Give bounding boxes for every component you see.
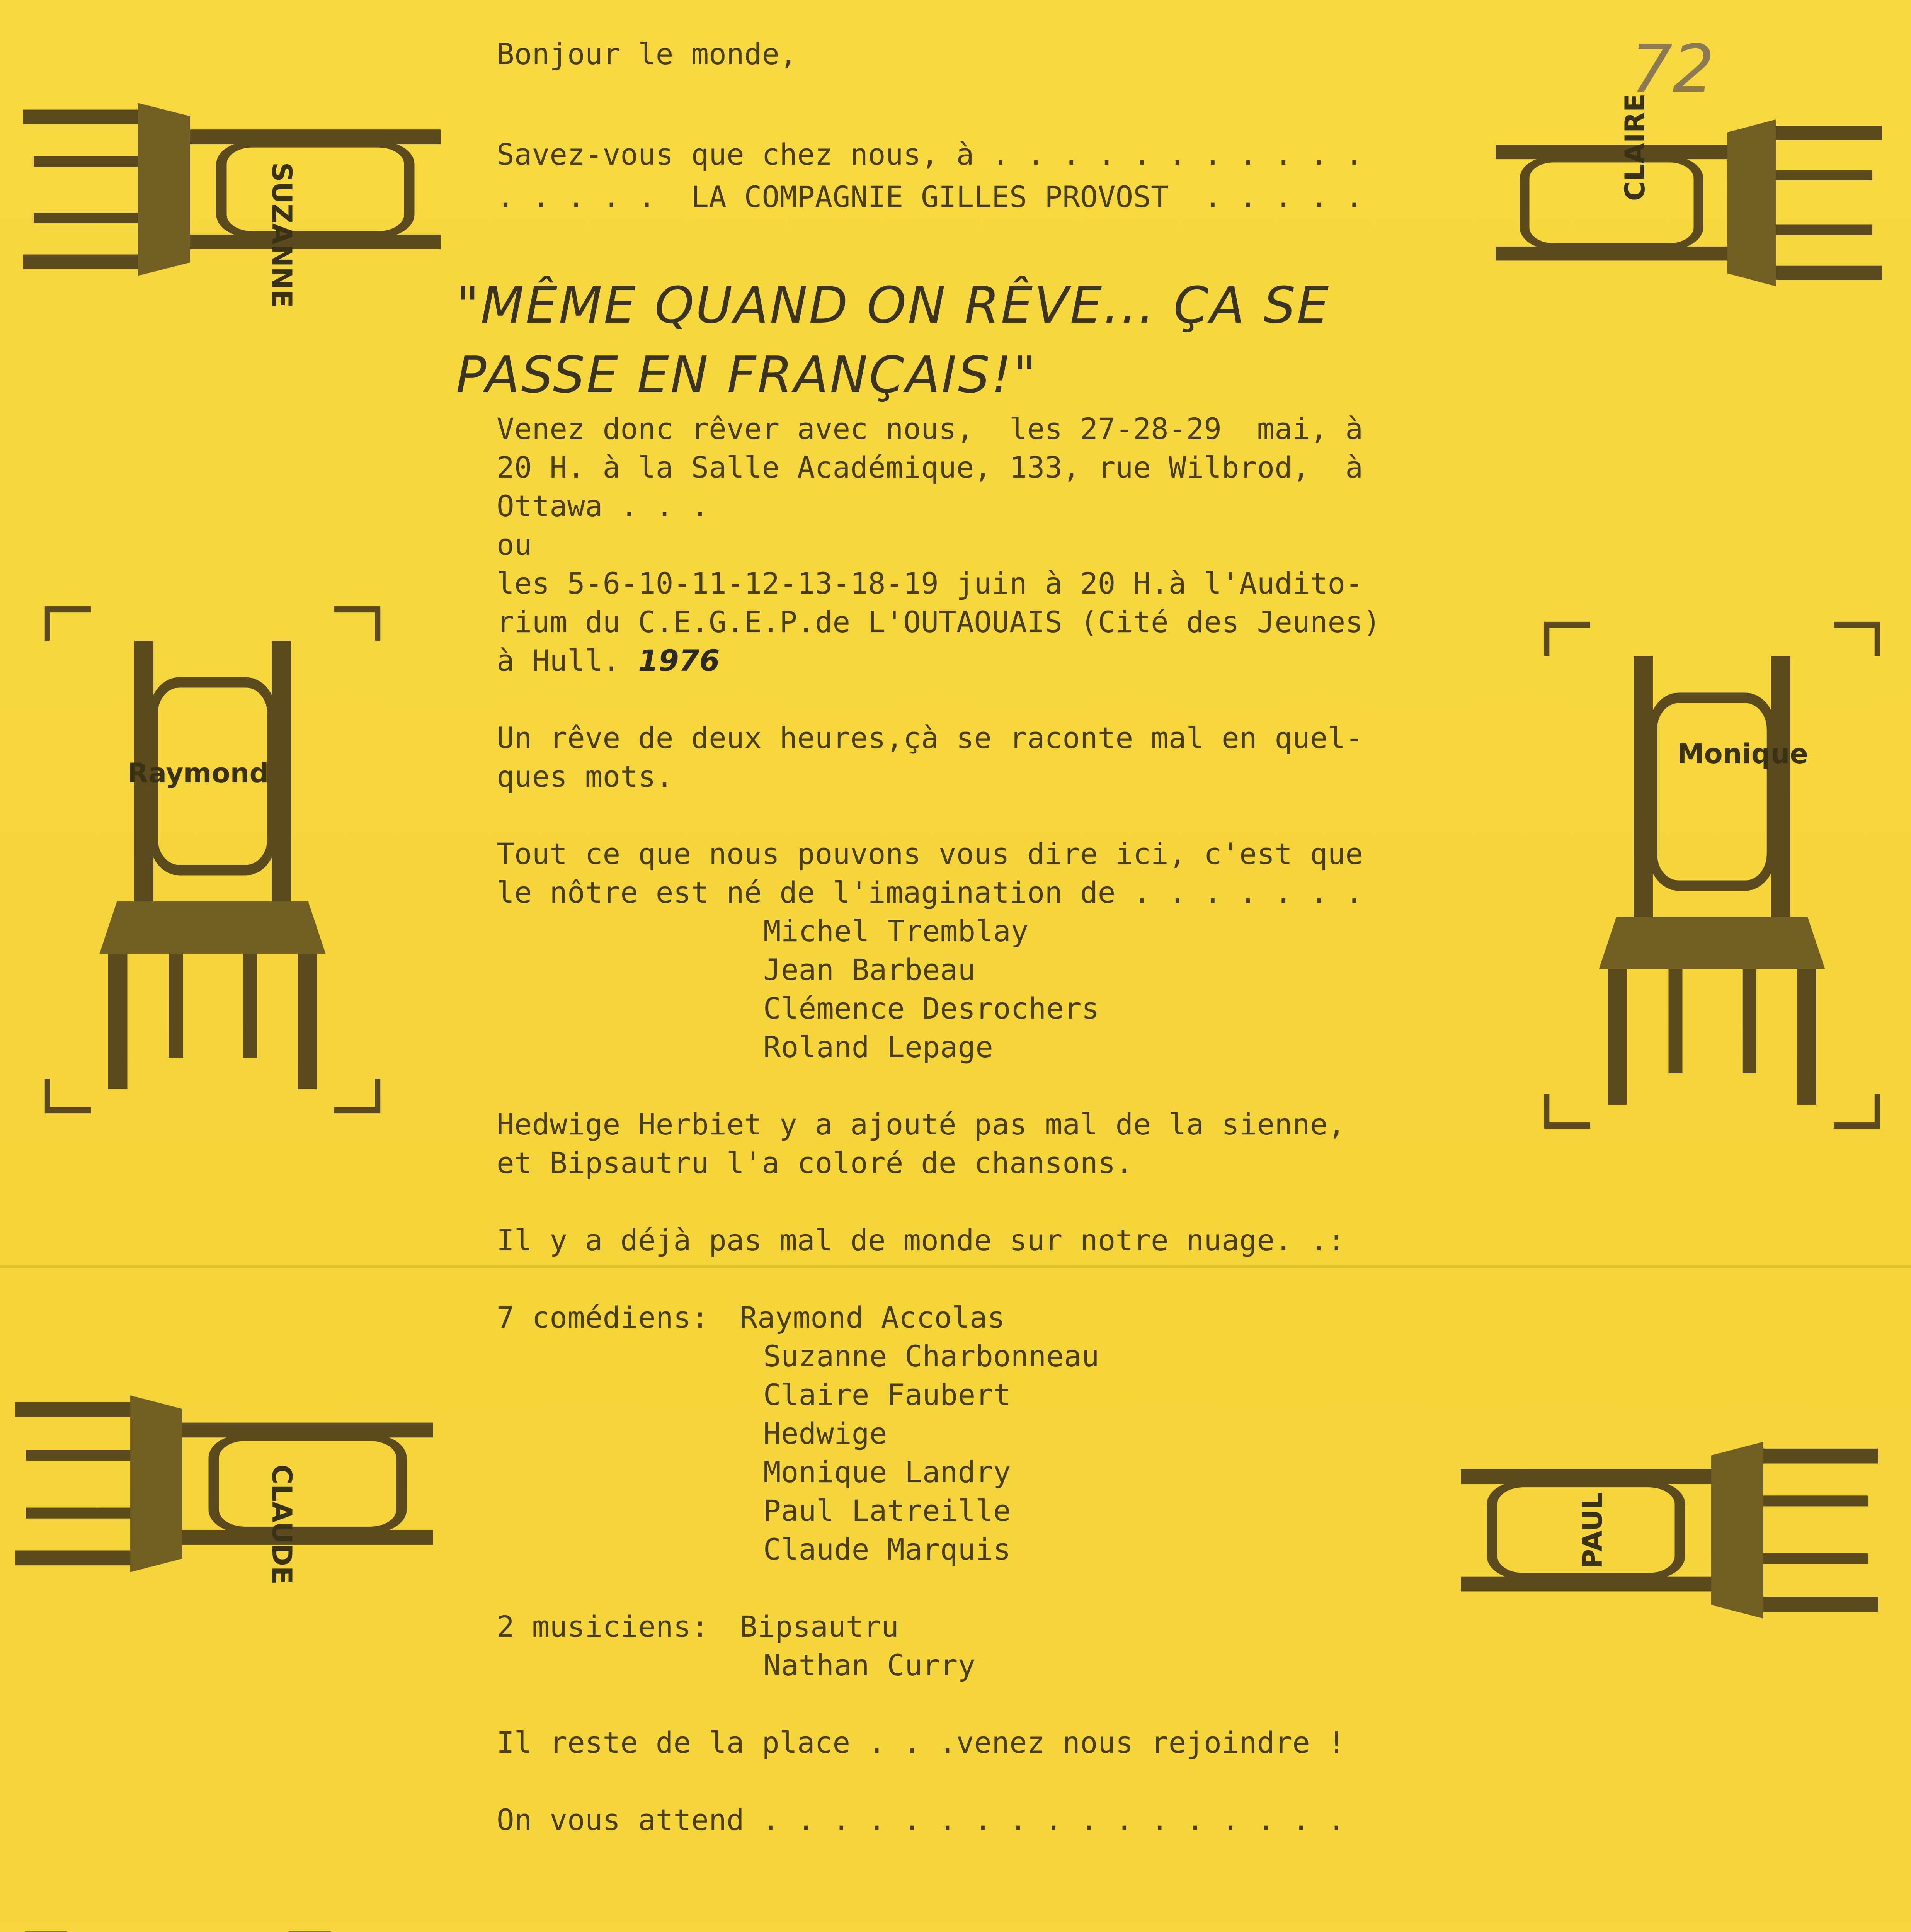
dates-line-2: 20 H. à la Salle Académique, 133, rue Wilbrod, à [497,450,1363,485]
chair-illustration [19,1924,336,1932]
comedien-item: Hedwige [763,1416,887,1451]
corner-mark: 72 [1631,31,1715,107]
chair-name-label: PAUL [1577,1492,1608,1569]
chair-illustration [15,1314,433,1654]
chair-illustration [1538,614,1886,1136]
letter-body [497,35,1463,216]
author-item: Clémence Desrochers [763,991,1099,1026]
comedien-item: Claude Marquis [763,1532,1011,1566]
chair-illustration [39,599,386,1121]
dates-line-7: à Hull. 1976 [497,643,720,678]
hedwige-line-1: Hedwige Herbiet y a ajouté pas mal de la sienne, [497,1107,1346,1141]
comedien-item: Claire Faubert [763,1378,1011,1412]
imagination-line-1: Tout ce que nous pouvons vous dire ici, c'est que [497,837,1363,871]
chair-name-label: CLAIRE [1619,94,1651,201]
handwritten-year: 1976 [638,643,720,678]
comedien-item: Monique Landry [763,1455,1011,1489]
greeting: Bonjour le monde, [497,37,797,71]
dream-line-1: Un rêve de deux heures,çà se raconte mal en quel- [497,721,1363,755]
dates-line-6: rium du C.E.G.E.P.de L'OUTAOUAIS (Cité des Jeunes) [497,605,1381,639]
comediens-row: 7 comédiens: Raymond Accolas [497,1300,1005,1335]
comedien-item: Suzanne Charbonneau [763,1339,1099,1373]
dates-line-1: Venez donc rêver avec nous, les 27-28-29 mai, à [497,412,1363,446]
musiciens-row: 2 musiciens: Bipsautru [497,1609,899,1644]
slogan: "MÊME QUAND ON RÊVE... ÇA SE PASSE EN FRANÇAIS!" [456,276,1331,404]
chair-name-label: CLAUDE [266,1464,298,1585]
dates-line-3: Ottawa . . . [497,489,709,523]
closing-line: On vous attend . . . . . . . . . . . . . . . . . [497,1803,1346,1837]
author-item: Roland Lepage [763,1030,993,1064]
chair-name-label: Monique [1677,738,1808,770]
chair-illustration [1461,1360,1878,1700]
chair-illustration [23,23,441,355]
cloud-line: Il y a déjà pas mal de monde sur notre nuage. .: [497,1223,1346,1257]
author-item: Michel Tremblay [763,914,1029,948]
hedwige-line-2: et Bipsautru l'a coloré de chansons. [497,1146,1133,1180]
chair-name-label: Raymond [128,757,269,789]
imagination-line-2: le nôtre est né de l'imagination de . . . . . . . [497,875,1363,910]
author-item: Jean Barbeau [763,952,976,987]
dates-line-4: ou [497,527,532,562]
chair-illustration [1496,43,1882,363]
musicien-item: Nathan Curry [763,1648,976,1682]
comedien-item: Paul Latreille [763,1493,1011,1528]
join-line: Il reste de la place . . .venez nous rejoindre ! [497,1725,1346,1760]
dates-line-5: les 5-6-10-11-12-13-18-19 juin à 20 H.à l'Audito- [497,566,1363,600]
dream-line-2: ques mots. [497,759,674,794]
chair-name-label: SUZANNE [266,162,298,308]
letter-body-main [497,410,1463,1839]
company-line: . . . . . LA COMPAGNIE GILLES PROVOST . . . . . [497,180,1363,214]
intro-line: Savez-vous que chez nous, à . . . . . . . . . . . [497,137,1363,172]
